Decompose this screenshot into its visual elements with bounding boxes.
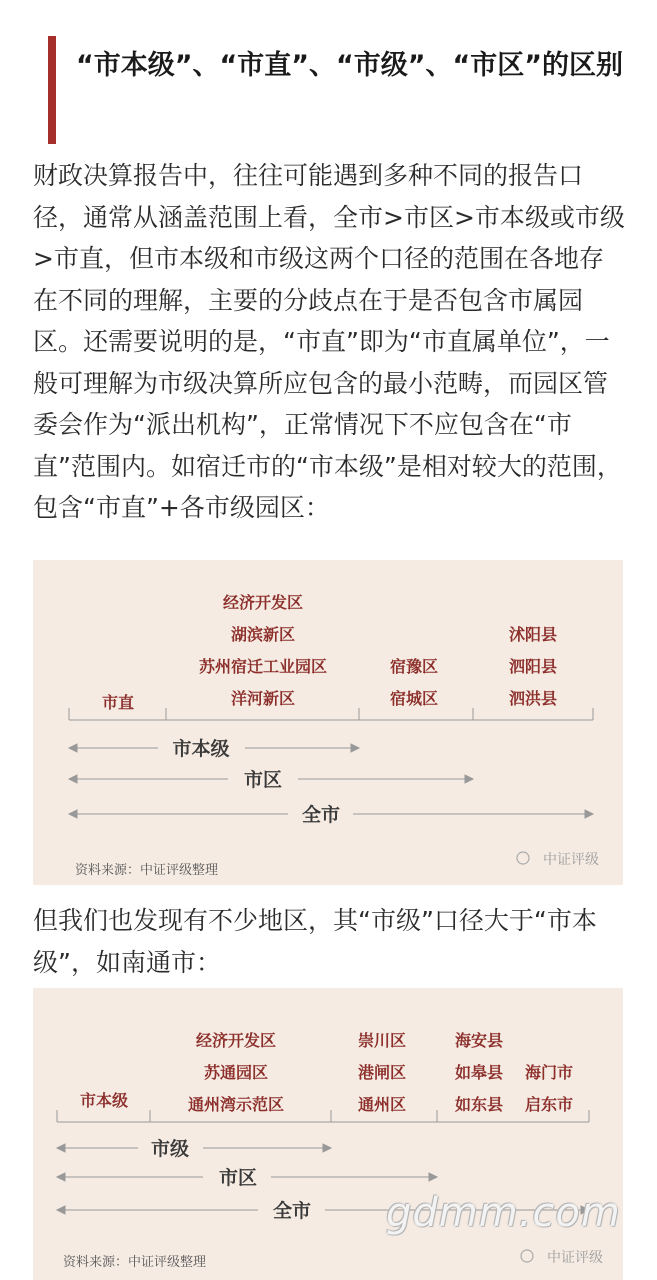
- fig2-col2-item: 经济开发区: [195, 1031, 277, 1050]
- fig2-arrow-label: 全市: [272, 1200, 312, 1222]
- wechat-icon: [521, 1250, 533, 1262]
- fig2-col5-item: 启东市: [524, 1095, 574, 1114]
- section-heading: [48, 36, 638, 144]
- fig2-source: 资料来源：中证评级整理: [63, 1255, 207, 1270]
- fig1-baseline: [69, 708, 593, 720]
- heading-title: “市本级”、“市直”、“市级”、“市区”的区别: [76, 50, 623, 81]
- fig1-col2-item: 苏州宿迁工业园区: [198, 657, 328, 676]
- fig2-col3-item: 港闸区: [357, 1063, 407, 1082]
- fig2-arrow-label: 市区: [218, 1167, 258, 1189]
- wechat-icon: [517, 852, 529, 864]
- fig1-col4-item: 沭阳县: [508, 625, 558, 644]
- fig2-baseline: [57, 1110, 589, 1122]
- site-watermark: gdmm.com: [386, 1190, 621, 1236]
- fig2-col5-item: 海门市: [524, 1063, 574, 1082]
- fig1-watermark: 中证评级: [543, 852, 599, 868]
- paragraph-intro: 财政决算报告中，往往可能遇到多种不同的报告口径，通常从涵盖范围上看，全市>市区>市本级或市级>市直，但市本级和市级这两个口径的范围在各地存在不同的理解，主要的分歧点在于是否包含市属园区。还需要说明的是，“市直”即为“市直属单位”，一般可理解为市级决算所应包含的最小范畴，而园区管委会作为“派出机构”，正常情况下不应包含在“市直”范围内。如宿迁市的“市本级”是相对较大的范围，包含“市直”+各市级园区：: [33, 161, 625, 522]
- figure-nantong-diagram: [33, 988, 623, 1280]
- fig2-watermark: 中证评级: [547, 1250, 603, 1266]
- figure-suqian: [33, 560, 623, 885]
- fig2-col4-item: 海安县: [454, 1031, 504, 1050]
- fig1-col1-label: 市直: [101, 693, 135, 712]
- fig1-col4-item: 泗阳县: [508, 657, 558, 676]
- fig2-col4-item: 如东县: [454, 1095, 504, 1114]
- fig2-arrow-label: 市级: [150, 1138, 190, 1160]
- fig2-col2-item: 苏通园区: [203, 1063, 269, 1082]
- fig1-col2-item: 洋河新区: [230, 689, 296, 708]
- figure-suqian-diagram: [33, 560, 623, 885]
- fig1-col2-item: 经济开发区: [222, 593, 304, 612]
- fig1-source: 资料来源：中证评级整理: [75, 863, 219, 878]
- fig1-arrow-label: 市区: [243, 769, 283, 791]
- fig1-arrow-label: 全市: [301, 804, 341, 826]
- fig2-col1-label: 市本级: [79, 1091, 129, 1110]
- fig2-col3-item: 崇川区: [357, 1031, 407, 1050]
- figure-nantong: [33, 988, 623, 1280]
- paragraph-nantong: 但我们也发现有不少地区，其“市级”口径大于“市本级”，如南通市：: [33, 906, 597, 977]
- fig1-col3-item: 宿豫区: [389, 657, 439, 676]
- heading-accent-bar: [48, 36, 56, 144]
- fig2-col2-item: 通州湾示范区: [187, 1095, 285, 1114]
- fig2-col4-item: 如皋县: [454, 1063, 504, 1082]
- fig1-col2-item: 湖滨新区: [230, 625, 296, 644]
- fig2-col3-item: 通州区: [357, 1095, 407, 1114]
- fig1-col4-item: 泗洪县: [508, 689, 558, 708]
- fig1-arrow-label: 市本级: [172, 738, 230, 760]
- fig1-col3-item: 宿城区: [389, 689, 439, 708]
